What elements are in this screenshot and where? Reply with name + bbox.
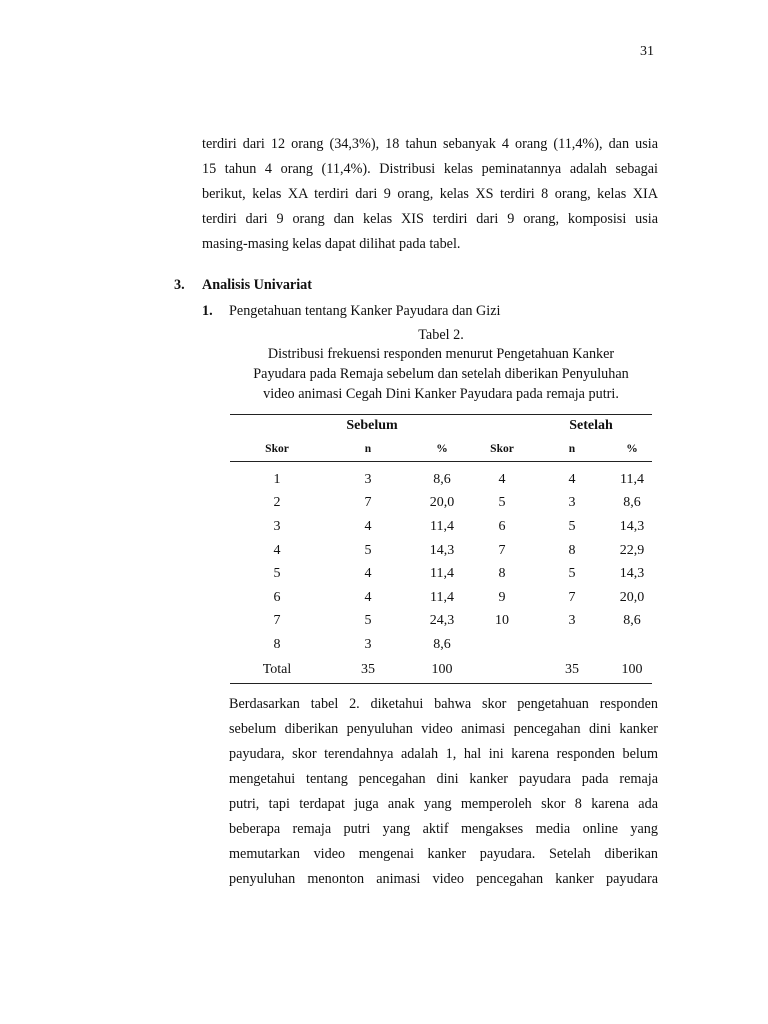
discussion-line-3: payudara, skor terendahnya adalah 1, hal ini karena responden belum <box>229 746 658 762</box>
table-cell: 7 <box>498 542 506 558</box>
table-cell: 3 <box>273 518 281 534</box>
table-cell: 9 <box>498 589 506 605</box>
discussion-line-7: memutarkan video mengenai kanker payudara. Setelah diberikan <box>229 846 658 862</box>
group-header-setelah: Setelah <box>472 415 652 437</box>
table-cell <box>472 633 532 657</box>
column-header: Skor <box>472 436 532 462</box>
table-cell: 6 <box>498 518 506 534</box>
table-row <box>230 633 652 657</box>
table-cell: 4 <box>568 471 576 487</box>
table-cell: 35 <box>532 657 612 684</box>
discussion-line-6: beberapa remaja putri yang aktif mengakses media online yang <box>229 821 658 837</box>
table-row <box>230 515 652 539</box>
column-header: n <box>324 436 412 462</box>
table-cell: 8 <box>498 566 506 582</box>
table-row <box>230 586 652 610</box>
table-cell: 24,3 <box>429 613 455 629</box>
table-cell: 5 <box>498 495 506 511</box>
table-cell: 11,4 <box>430 566 454 582</box>
discussion-line-4: mengetahui tentang pencegahan dini kanker payudara pada remaja <box>229 771 658 787</box>
table-cell: 100 <box>412 657 472 684</box>
intro-line-4: terdiri dari 9 orang dan kelas XIS terdiri dari 9 orang, komposisi usia <box>202 211 658 227</box>
table-cell: 3 <box>568 613 576 629</box>
table-cell: 11,4 <box>620 471 644 487</box>
frequency-table <box>230 414 652 684</box>
section-title: Analisis Univariat <box>202 277 312 293</box>
intro-line-1: terdiri dari 12 orang (34,3%), 18 tahun sebanyak 4 orang (11,4%), dan usia <box>202 136 658 152</box>
table-caption-line-1: Distribusi frekuensi responden menurut Pengetahuan Kanker <box>267 346 615 362</box>
intro-line-3: berikut, kelas XA terdiri dari 9 orang, kelas XS terdiri 8 orang, kelas XIA <box>202 186 658 202</box>
table-cell: 4 <box>273 542 281 558</box>
table-caption-line-3: video animasi Cegah Dini Kanker Payudara pada remaja putri. <box>263 386 619 402</box>
table-cell: 5 <box>364 542 372 558</box>
table-cell: 5 <box>273 566 281 582</box>
table-cell: 10 <box>495 613 509 629</box>
table-cell: 7 <box>364 495 372 511</box>
table-cell: 6 <box>273 589 281 605</box>
discussion-line-1: Berdasarkan tabel 2. diketahui bahwa skor pengetahuan responden <box>229 696 658 712</box>
discussion-line-2: sebelum diberikan penyuluhan video animasi pencegahan dini kanker <box>229 721 658 737</box>
discussion-line-5: putri, tapi terdapat juga anak yang memperoleh skor 8 karena ada <box>229 796 658 812</box>
table-cell <box>612 633 652 657</box>
table-cell: 1 <box>273 471 281 487</box>
subsection-number: 1. <box>202 303 213 319</box>
intro-line-2: 15 tahun 4 orang (11,4%). Distribusi kelas peminatannya adalah sebagai <box>202 161 658 177</box>
table-cell: 100 <box>612 657 652 684</box>
table-cell: 22,9 <box>619 542 645 558</box>
table-cell: 8 <box>273 636 281 652</box>
table-row <box>230 492 652 516</box>
column-header: Skor <box>230 436 324 462</box>
page-number: 31 <box>640 44 654 59</box>
column-header: % <box>412 436 472 462</box>
table-cell: 2 <box>273 495 281 511</box>
table-cell: 5 <box>568 518 576 534</box>
table-cell: 8,6 <box>623 613 641 629</box>
table-cell: 8 <box>568 542 576 558</box>
table-cell: 14,3 <box>619 566 645 582</box>
column-header: % <box>612 436 652 462</box>
table-cell: 11,4 <box>430 518 454 534</box>
table-cell: 20,0 <box>619 589 645 605</box>
table-cell <box>472 657 532 684</box>
table-cell: 5 <box>568 566 576 582</box>
table-cell: 3 <box>364 471 372 487</box>
discussion-line-8: penyuluhan menonton animasi video pencegahan kanker payudara <box>229 871 658 887</box>
table-row <box>230 562 652 586</box>
table-cell: 8,6 <box>433 636 451 652</box>
table-cell: 14,3 <box>429 542 455 558</box>
table-cell: 4 <box>364 589 372 605</box>
table-cell: 35 <box>324 657 412 684</box>
column-header: n <box>532 436 612 462</box>
table-cell: 20,0 <box>429 495 455 511</box>
table-row <box>230 610 652 634</box>
table-cell: 4 <box>498 471 506 487</box>
table-cell: 14,3 <box>619 518 645 534</box>
table-cell: 7 <box>273 613 281 629</box>
intro-line-5: masing-masing kelas dapat dilihat pada tabel. <box>202 236 461 252</box>
table-cell: 8,6 <box>433 471 451 487</box>
table-row <box>230 539 652 563</box>
table-cell: 7 <box>568 589 576 605</box>
table-caption-label: Tabel 2. <box>418 327 464 343</box>
table-cell: 3 <box>568 495 576 511</box>
table-cell: 8,6 <box>623 495 641 511</box>
table-cell: 3 <box>364 636 372 652</box>
table-total-row <box>230 657 652 684</box>
section-number: 3. <box>174 277 185 293</box>
subsection-title: Pengetahuan tentang Kanker Payudara dan Gizi <box>229 303 501 319</box>
table-row <box>230 462 652 492</box>
group-header-sebelum: Sebelum <box>230 415 472 437</box>
table-cell: 4 <box>364 518 372 534</box>
table-cell: 5 <box>364 613 372 629</box>
table-cell: 11,4 <box>430 589 454 605</box>
total-label: Total <box>230 657 324 684</box>
table-cell <box>532 633 612 657</box>
table-cell: 4 <box>364 566 372 582</box>
table-caption-line-2: Payudara pada Remaja sebelum dan setelah diberikan Penyuluhan <box>253 366 629 382</box>
